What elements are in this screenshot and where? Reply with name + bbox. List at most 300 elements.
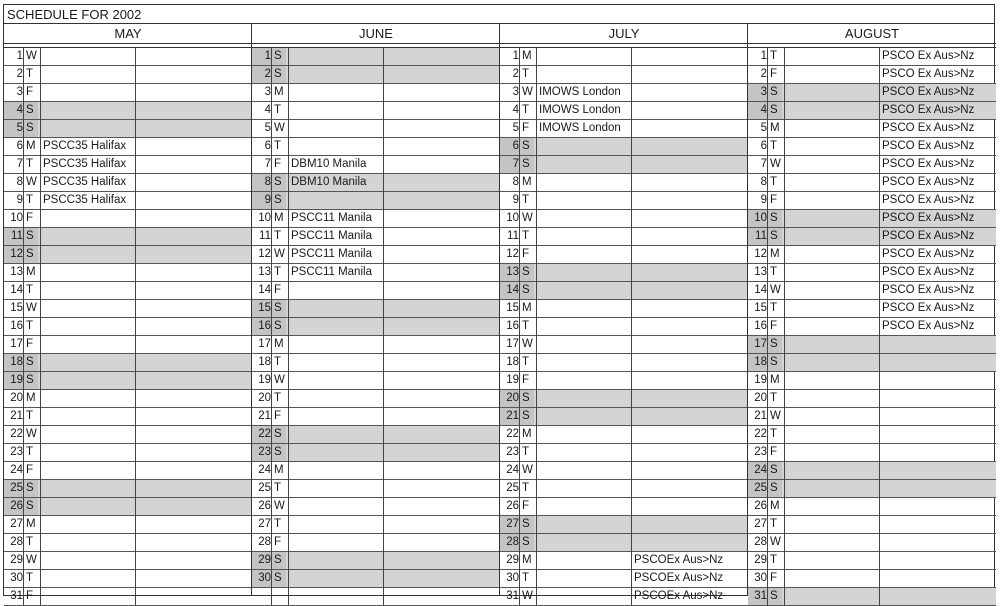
day-of-week: S	[520, 516, 534, 533]
day-of-week: T	[26, 158, 34, 170]
day-number: 8	[760, 176, 767, 188]
day-number: 25	[506, 482, 519, 494]
day-row	[748, 66, 996, 84]
event-secondary	[136, 408, 251, 425]
day-row	[252, 462, 500, 480]
day-list	[748, 48, 996, 606]
event-primary	[41, 552, 133, 569]
day-number: 4	[264, 104, 271, 116]
day-number: 5	[760, 122, 767, 134]
day-row	[748, 264, 996, 282]
day-row	[748, 48, 996, 66]
event-secondary	[880, 552, 995, 569]
event-primary	[289, 408, 381, 425]
day-row	[252, 48, 500, 66]
day-of-week: W	[522, 590, 533, 602]
day-of-week: S	[520, 534, 534, 551]
day-number: 2	[512, 68, 519, 80]
day-row	[500, 48, 748, 66]
day-of-week: S	[768, 480, 782, 497]
day-of-week: S	[768, 228, 782, 245]
day-of-week: F	[770, 194, 778, 206]
day-row	[252, 264, 500, 282]
day-row	[748, 570, 996, 588]
day-row	[252, 210, 500, 228]
event-primary	[785, 390, 877, 407]
day-number: 12	[4, 246, 23, 263]
day-number: 25	[4, 480, 23, 497]
day-number: 2	[16, 68, 23, 80]
day-number: 2	[760, 68, 767, 80]
event-secondary	[384, 462, 499, 479]
event-secondary	[136, 426, 251, 443]
event-primary: PSCC11 Manila	[291, 266, 372, 278]
day-of-week: T	[770, 428, 778, 440]
event-primary	[537, 210, 629, 227]
day-row	[500, 462, 748, 480]
day-row	[500, 552, 748, 570]
day-of-week: F	[770, 446, 778, 458]
day-of-week: M	[522, 302, 532, 314]
event-primary	[41, 570, 133, 587]
day-row	[252, 336, 500, 354]
day-number: 16	[252, 318, 271, 335]
event-primary	[537, 264, 629, 281]
day-number: 28	[258, 536, 271, 548]
event-secondary	[136, 588, 251, 605]
event-primary	[537, 156, 629, 173]
day-of-week: W	[26, 428, 37, 440]
day-row	[500, 192, 748, 210]
day-of-week: S	[520, 138, 534, 155]
day-number: 28	[754, 536, 767, 548]
event-secondary	[136, 102, 251, 119]
day-of-week: T	[274, 392, 282, 404]
day-row	[500, 336, 748, 354]
day-number: 13	[10, 266, 23, 278]
event-secondary	[136, 138, 251, 155]
event-primary	[785, 282, 877, 299]
day-row	[500, 318, 748, 336]
day-of-week: F	[26, 86, 34, 98]
day-number: 6	[16, 140, 23, 152]
day-of-week: M	[274, 86, 284, 98]
event-primary	[41, 372, 133, 389]
day-number: 27	[258, 518, 271, 530]
event-secondary	[880, 372, 995, 389]
event-primary	[537, 516, 629, 533]
day-of-week: W	[26, 50, 37, 62]
column-divider	[536, 48, 537, 606]
day-of-week: S	[768, 336, 782, 353]
event-secondary	[384, 498, 499, 515]
event-primary	[785, 138, 877, 155]
day-number: 8	[252, 174, 271, 191]
column-divider	[519, 48, 520, 606]
day-of-week: T	[522, 194, 530, 206]
event-primary	[537, 354, 629, 371]
day-number: 19	[4, 372, 23, 389]
day-number: 3	[264, 86, 271, 98]
day-number: 12	[258, 248, 271, 260]
day-row	[252, 426, 500, 444]
day-row	[500, 534, 748, 552]
month-divider	[499, 24, 500, 595]
day-row	[4, 264, 252, 282]
day-row	[4, 354, 252, 372]
event-primary	[785, 426, 877, 443]
day-row	[748, 462, 996, 480]
month-divider	[251, 24, 252, 595]
day-number: 10	[506, 212, 519, 224]
event-primary	[785, 516, 877, 533]
day-of-week: S	[272, 552, 286, 569]
day-of-week: F	[522, 500, 530, 512]
day-row	[748, 282, 996, 300]
day-number: 22	[754, 428, 767, 440]
day-of-week: S	[24, 120, 38, 137]
day-row	[252, 138, 500, 156]
event-primary	[785, 264, 877, 281]
day-of-week: S	[272, 66, 286, 83]
day-row	[4, 282, 252, 300]
day-of-week: T	[522, 230, 530, 242]
event-secondary: PSCO Ex Aus>Nz	[882, 266, 975, 278]
event-primary	[537, 66, 629, 83]
column-divider	[767, 48, 768, 606]
day-of-week: M	[770, 374, 780, 386]
event-primary	[41, 444, 133, 461]
event-secondary	[632, 408, 747, 425]
day-row	[748, 174, 996, 192]
day-row	[4, 336, 252, 354]
day-row	[500, 84, 748, 102]
day-row	[4, 84, 252, 102]
event-secondary: PSCO Ex Aus>Nz	[882, 320, 975, 332]
day-of-week: T	[274, 482, 282, 494]
day-of-week: W	[770, 536, 781, 548]
event-primary	[289, 120, 381, 137]
day-of-week: T	[770, 392, 778, 404]
column-divider	[383, 48, 384, 606]
event-primary	[537, 318, 629, 335]
day-number: 19	[506, 374, 519, 386]
event-secondary: PSCO Ex Aus>Nz	[882, 230, 975, 242]
day-row	[748, 480, 996, 498]
event-primary	[537, 408, 629, 425]
day-row	[500, 228, 748, 246]
event-primary	[785, 156, 877, 173]
day-row	[748, 516, 996, 534]
event-secondary	[632, 372, 747, 389]
event-secondary	[632, 534, 747, 551]
day-number: 1	[512, 50, 519, 62]
event-primary	[785, 570, 877, 587]
event-primary	[41, 390, 133, 407]
event-secondary	[136, 210, 251, 227]
day-number: 30	[10, 572, 23, 584]
event-secondary	[136, 156, 251, 173]
day-row	[748, 228, 996, 246]
event-secondary	[136, 228, 251, 245]
column-divider	[135, 48, 136, 606]
event-secondary: PSCO Ex Aus>Nz	[882, 68, 975, 80]
day-number: 28	[500, 534, 519, 551]
day-of-week: M	[26, 266, 36, 278]
event-secondary	[136, 282, 251, 299]
day-of-week: W	[26, 554, 37, 566]
event-secondary	[880, 444, 995, 461]
event-secondary	[880, 498, 995, 515]
event-primary	[289, 426, 381, 443]
day-number: 6	[500, 138, 519, 155]
day-of-week: S	[768, 354, 782, 371]
day-of-week: W	[274, 500, 285, 512]
day-of-week: S	[768, 588, 782, 605]
day-row	[500, 174, 748, 192]
day-number: 16	[754, 320, 767, 332]
day-row	[500, 408, 748, 426]
day-of-week: T	[522, 320, 530, 332]
event-secondary	[384, 48, 499, 65]
day-of-week: M	[26, 518, 36, 530]
day-number: 14	[258, 284, 271, 296]
event-secondary	[880, 480, 995, 497]
event-secondary	[384, 336, 499, 353]
event-primary: PSCC35 Halifax	[43, 140, 127, 152]
event-primary	[289, 48, 381, 65]
month-august	[748, 24, 996, 606]
schedule-title: SCHEDULE FOR 2002	[4, 5, 994, 24]
event-secondary	[384, 552, 499, 569]
day-of-week: F	[770, 320, 778, 332]
event-secondary	[384, 390, 499, 407]
event-primary	[289, 462, 381, 479]
event-secondary	[880, 390, 995, 407]
event-primary	[785, 246, 877, 263]
day-number: 26	[258, 500, 271, 512]
day-row	[748, 192, 996, 210]
event-secondary	[632, 354, 747, 371]
event-primary	[41, 588, 133, 605]
day-of-week: S	[272, 426, 286, 443]
day-number: 4	[512, 104, 519, 116]
event-secondary	[632, 120, 747, 137]
day-list	[252, 48, 500, 606]
day-of-week: T	[26, 68, 34, 80]
day-row	[500, 156, 748, 174]
event-primary	[537, 174, 629, 191]
day-row	[748, 372, 996, 390]
day-number: 16	[10, 320, 23, 332]
event-primary	[537, 372, 629, 389]
day-number: 22	[506, 428, 519, 440]
event-primary: IMOWS London	[539, 104, 621, 116]
event-secondary	[384, 138, 499, 155]
event-secondary	[384, 534, 499, 551]
day-of-week: T	[274, 140, 282, 152]
day-of-week: S	[768, 84, 782, 101]
day-of-week: M	[274, 212, 284, 224]
day-number: 7	[500, 156, 519, 173]
day-number: 21	[754, 410, 767, 422]
day-row	[4, 192, 252, 210]
event-secondary	[384, 354, 499, 371]
event-primary	[537, 48, 629, 65]
day-row	[252, 84, 500, 102]
event-secondary	[384, 174, 499, 191]
day-number: 17	[506, 338, 519, 350]
day-number: 29	[10, 554, 23, 566]
day-number: 9	[252, 192, 271, 209]
event-primary	[537, 426, 629, 443]
event-secondary: PSCO Ex Aus>Nz	[882, 104, 975, 116]
day-of-week: T	[274, 356, 282, 368]
day-row	[4, 408, 252, 426]
day-of-week: T	[770, 518, 778, 530]
day-row	[4, 228, 252, 246]
day-row	[252, 192, 500, 210]
day-number: 25	[748, 480, 767, 497]
event-primary	[785, 498, 877, 515]
day-of-week: S	[272, 192, 286, 209]
event-primary	[537, 444, 629, 461]
day-number: 20	[500, 390, 519, 407]
event-secondary: PSCOEx Aus>Nz	[634, 572, 724, 584]
event-primary	[785, 480, 877, 497]
day-number: 7	[16, 158, 23, 170]
day-of-week: S	[768, 102, 782, 119]
event-primary	[41, 480, 133, 497]
day-of-week: M	[522, 50, 532, 62]
event-primary: PSCC11 Manila	[291, 230, 372, 242]
day-row	[500, 588, 748, 606]
month-may	[4, 24, 252, 606]
month-header: AUGUST	[748, 24, 996, 44]
day-of-week: M	[522, 176, 532, 188]
event-secondary	[384, 120, 499, 137]
day-number: 3	[748, 84, 767, 101]
day-of-week: S	[24, 372, 38, 389]
day-of-week: S	[768, 462, 782, 479]
day-row	[748, 552, 996, 570]
day-of-week: S	[520, 264, 534, 281]
day-row	[748, 354, 996, 372]
event-primary	[785, 228, 877, 245]
day-of-week: S	[520, 282, 534, 299]
day-row	[500, 66, 748, 84]
event-primary	[41, 354, 133, 371]
event-primary	[289, 192, 381, 209]
event-primary	[41, 246, 133, 263]
event-secondary: PSCO Ex Aus>Nz	[882, 122, 975, 134]
day-number: 4	[4, 102, 23, 119]
day-of-week: S	[272, 570, 286, 587]
day-row	[4, 156, 252, 174]
event-primary: PSCC35 Halifax	[43, 176, 127, 188]
event-primary	[785, 372, 877, 389]
day-row	[748, 210, 996, 228]
day-number: 14	[500, 282, 519, 299]
event-secondary	[136, 192, 251, 209]
day-of-week: S	[272, 300, 286, 317]
day-row	[252, 102, 500, 120]
day-number: 1	[16, 50, 23, 62]
column-divider	[23, 48, 24, 606]
event-secondary	[384, 84, 499, 101]
day-row	[500, 210, 748, 228]
day-of-week: F	[522, 122, 530, 134]
event-secondary	[384, 570, 499, 587]
day-number: 26	[506, 500, 519, 512]
day-of-week: M	[274, 464, 284, 476]
event-primary	[289, 300, 381, 317]
day-number: 18	[258, 356, 271, 368]
day-number: 18	[506, 356, 519, 368]
day-number: 9	[16, 194, 23, 206]
day-row	[252, 408, 500, 426]
day-of-week	[272, 588, 286, 605]
day-number: 3	[16, 86, 23, 98]
day-row	[252, 444, 500, 462]
day-number: 1	[760, 50, 767, 62]
day-number: 24	[258, 464, 271, 476]
day-row	[748, 408, 996, 426]
event-primary	[41, 120, 133, 137]
day-row	[4, 480, 252, 498]
day-row	[500, 372, 748, 390]
day-of-week: T	[522, 446, 530, 458]
day-row	[500, 102, 748, 120]
day-number: 10	[258, 212, 271, 224]
day-list	[4, 48, 252, 606]
day-number: 21	[500, 408, 519, 425]
day-of-week: M	[770, 500, 780, 512]
day-number: 13	[500, 264, 519, 281]
day-of-week: T	[522, 104, 530, 116]
event-secondary	[136, 516, 251, 533]
event-secondary	[880, 426, 995, 443]
event-secondary	[632, 102, 747, 119]
event-secondary	[632, 192, 747, 209]
event-secondary	[632, 444, 747, 461]
event-secondary	[384, 426, 499, 443]
event-secondary	[632, 300, 747, 317]
day-of-week: S	[24, 354, 38, 371]
day-of-week: W	[522, 86, 533, 98]
day-number: 22	[10, 428, 23, 440]
day-row	[500, 480, 748, 498]
event-primary	[537, 192, 629, 209]
day-number: 13	[754, 266, 767, 278]
event-primary: IMOWS London	[539, 86, 621, 98]
day-of-week: T	[26, 284, 34, 296]
day-row	[748, 156, 996, 174]
day-number: 11	[4, 228, 23, 245]
day-number: 20	[258, 392, 271, 404]
day-row	[4, 138, 252, 156]
day-number: 16	[506, 320, 519, 332]
day-number: 3	[512, 86, 519, 98]
day-of-week: S	[520, 408, 534, 425]
event-secondary	[632, 48, 747, 65]
day-number: 23	[754, 446, 767, 458]
day-of-week: W	[770, 284, 781, 296]
event-primary	[537, 246, 629, 263]
month-header: JUNE	[252, 24, 500, 44]
day-of-week: T	[274, 518, 282, 530]
day-of-week: F	[522, 374, 530, 386]
